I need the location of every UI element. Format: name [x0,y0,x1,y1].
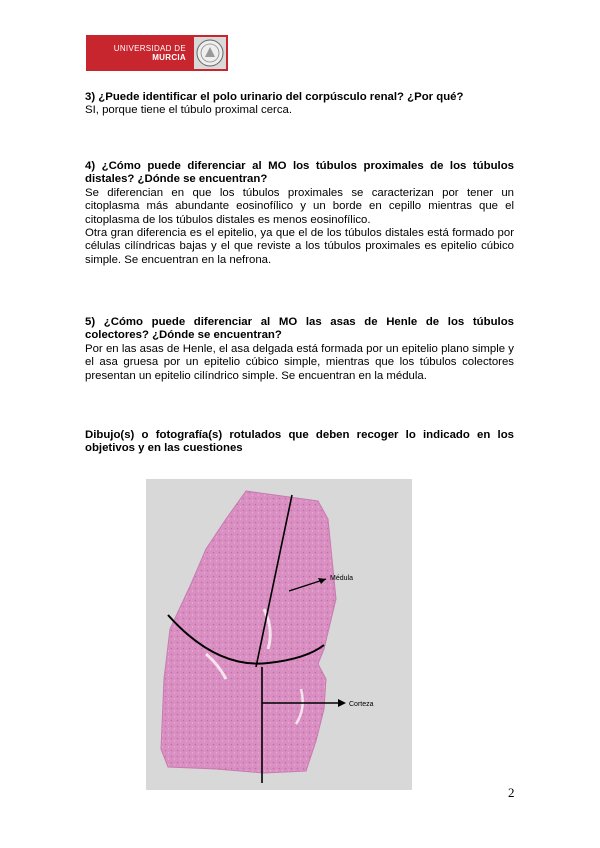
figure-heading-section [85,429,514,456]
question-5-section [85,316,514,383]
question-4: 4) ¿Cómo puede diferenciar al MO los túbulos proximales de los túbulos distales? ¿Dónde se encuentran? [85,160,514,186]
logo-wordmark [86,44,190,62]
figure-heading: Dibujo(s) o fotografía(s) rotulados que deben recoger lo indicado en los objetivos y en las cuestiones [85,429,514,455]
answer-4-paragraph-2: Otra gran diferencia es el epitelio, ya que el de los túbulos distales está formado por células cilíndricas bajas y el que reviste a los túbulos proximales es epitelio cúbico simple. Se encuentran en la nefrona. [85,227,514,266]
answer-4-paragraph-1: Se diferencian en que los túbulos proximales se caracterizan por tener un citoplasma más abundante eosinofílico y un borde en cepillo mientras que el citoplasma de los túbulos distales es menos eosinofílico. [85,186,514,226]
question-3: 3) ¿Puede identificar el polo urinario del corpúsculo renal? ¿Por qué? [85,91,464,103]
logo-line1: UNIVERSIDAD DE [113,44,186,53]
label-medula: Médula [330,575,353,582]
seal-icon [194,37,226,69]
page-number: 2 [508,785,515,800]
university-logo [86,35,228,71]
question-5: 5) ¿Cómo puede diferenciar al MO las asas de Henle de los túbulos colectores? ¿Dónde se encuentran? [85,316,514,342]
logo-line2: MURCIA [152,53,186,62]
question-3-section [85,91,514,118]
answer-5: Por en las asas de Henle, el asa delgada está formada por un epitelio plano simple y el asa gruesa por un epitelio cúbico simple, mientras que los túbulos colectores presentan un epitelio cilíndrico simple. Se encuentran en la médula. [85,342,514,382]
kidney-micrograph [146,479,412,790]
label-corteza: Corteza [349,701,374,708]
question-4-section [85,160,514,267]
answer-3: SI, porque tiene el túbulo proximal cerca. [85,104,293,117]
